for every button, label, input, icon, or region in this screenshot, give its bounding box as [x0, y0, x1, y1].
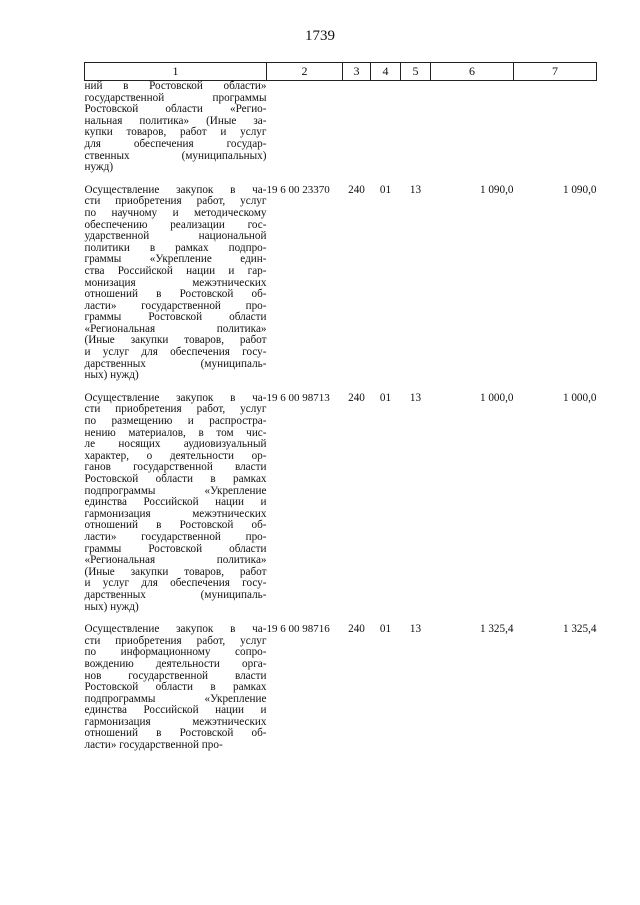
description-line: нужд)	[84, 161, 114, 174]
description-line: ных) нужд)	[84, 600, 139, 613]
amount-year-2: 1 090,0	[562, 183, 597, 196]
budget-table	[84, 62, 597, 762]
row-description	[85, 184, 267, 392]
description-line: отношений в Ростовской об-	[84, 519, 267, 532]
description-line: ственных (муниципальных)	[84, 149, 267, 162]
description-line: ных) нужд)	[84, 369, 139, 382]
row-description	[85, 81, 267, 184]
subsection-code: 13	[409, 623, 422, 636]
description-line: гармонизация межэтнических	[84, 507, 267, 520]
description-line: нению материалов, в том чис-	[84, 426, 267, 439]
description-line: (Иные закупки товаров, работ	[84, 565, 267, 578]
row-description	[85, 392, 267, 623]
table-body	[85, 81, 597, 762]
header-row	[85, 63, 597, 81]
description-line: ласти» государственной про-	[84, 299, 267, 312]
expense-type-code: 240	[348, 183, 365, 196]
header-col-3: 3	[343, 63, 371, 81]
section-code: 01	[379, 623, 392, 636]
table-row	[85, 392, 597, 623]
description-line: государственной программы	[84, 91, 267, 104]
description-line: отношений в Ростовской об-	[84, 288, 267, 301]
description-line: единства Российской нации и	[84, 704, 267, 717]
description-line: сти приобретения работ, услуг	[84, 403, 267, 416]
description-line: по научному и методическому	[84, 206, 267, 219]
description-line: сти приобретения работ, услуг	[84, 634, 267, 647]
description-line: ганов государственной власти	[84, 461, 267, 474]
amount-year-1	[431, 81, 514, 184]
description-line: и услуг для обеспечения госу-	[84, 346, 267, 359]
page-number: 1739	[305, 28, 335, 44]
description-line: для обеспечения государ-	[84, 137, 267, 150]
description-line: граммы «Укрепление един-	[84, 253, 267, 266]
description-line: граммы Ростовской области	[84, 542, 267, 555]
subsection-code: 13	[409, 183, 422, 196]
description-line: политики в рамках подпро-	[84, 241, 267, 254]
section-code: 01	[379, 391, 392, 404]
header-col-5: 5	[401, 63, 431, 81]
description-line: «Региональная политика»	[84, 322, 267, 335]
description-line: Ростовской области «Регио-	[84, 103, 267, 116]
amount-year-2	[514, 81, 597, 184]
description-line: и услуг для обеспечения госу-	[84, 577, 267, 590]
table-row	[85, 623, 597, 762]
expense-type-code: 240	[348, 391, 365, 404]
description-line: обеспечению реализации гос-	[84, 218, 267, 231]
expense-type-code: 240	[348, 623, 365, 636]
table-row	[85, 81, 597, 184]
description-line: ласти» государственной про-	[84, 530, 267, 543]
section-code: 01	[379, 183, 392, 196]
description-line: нальная политика» (Иные за-	[84, 114, 267, 127]
section-code	[371, 81, 401, 184]
description-line: ле носящих аудиовизуальный	[84, 438, 267, 451]
expense-type-code	[343, 81, 371, 184]
description-line: ний в Ростовской области»	[84, 80, 267, 92]
description-line: по информационному сопро-	[84, 646, 267, 659]
subsection-code	[401, 81, 431, 184]
header-col-2: 2	[267, 63, 343, 81]
description-line: подпрограммы «Укрепление	[84, 484, 267, 497]
description-line: Ростовской области в рамках	[84, 473, 267, 485]
amount-year-2: 1 000,0	[562, 391, 597, 404]
description-line: подпрограммы «Укрепление	[84, 692, 267, 705]
description-line: отношений в Ростовской об-	[84, 727, 267, 740]
amount-year-1: 1 090,0	[479, 183, 514, 196]
description-line: дарственных (муниципаль-	[84, 588, 267, 601]
subsection-code: 13	[409, 391, 422, 404]
description-line: Осуществление закупок в ча-	[84, 391, 267, 404]
header-col-6: 6	[431, 63, 514, 81]
description-line: купки товаров, работ и услуг	[84, 126, 267, 139]
table-row	[85, 184, 597, 392]
description-line: граммы Ростовской области	[84, 311, 267, 324]
description-line: ства Российской нации и гар-	[84, 264, 267, 277]
target-article-code	[267, 81, 343, 184]
amount-year-1: 1 000,0	[479, 391, 514, 404]
amount-year-1: 1 325,4	[479, 623, 514, 636]
description-line: «Региональная политика»	[84, 554, 267, 567]
header-col-4: 4	[371, 63, 401, 81]
target-article-code: 19 6 00 23370	[266, 183, 330, 196]
description-line: (Иные закупки товаров, работ	[84, 334, 267, 347]
amount-year-2: 1 325,4	[562, 623, 597, 636]
description-line: вождению деятельности орга-	[84, 657, 267, 670]
header-col-7: 7	[514, 63, 597, 81]
description-line: ударственной национальной	[84, 230, 267, 243]
description-line: Осуществление закупок в ча-	[84, 623, 267, 636]
target-article-code: 19 6 00 98713	[266, 391, 330, 404]
description-line: по размещению и распростра-	[84, 415, 267, 428]
row-description	[85, 623, 267, 762]
description-line: характер, о деятельности ор-	[84, 449, 267, 462]
target-article-code: 19 6 00 98716	[266, 623, 330, 636]
description-line: сти приобретения работ, услуг	[84, 195, 267, 208]
description-line: гармонизация межэтнических	[84, 715, 267, 728]
description-line: единства Российской нации и	[84, 496, 267, 509]
description-line: ласти» государственной про-	[84, 739, 223, 752]
description-line: дарственных (муниципаль-	[84, 357, 267, 370]
description-line: нов государственной власти	[84, 669, 267, 682]
description-line: Ростовской области в рамках	[84, 681, 267, 694]
description-line: Осуществление закупок в ча-	[84, 183, 267, 196]
header-col-1: 1	[85, 63, 267, 81]
description-line: монизация межэтнических	[84, 276, 267, 289]
